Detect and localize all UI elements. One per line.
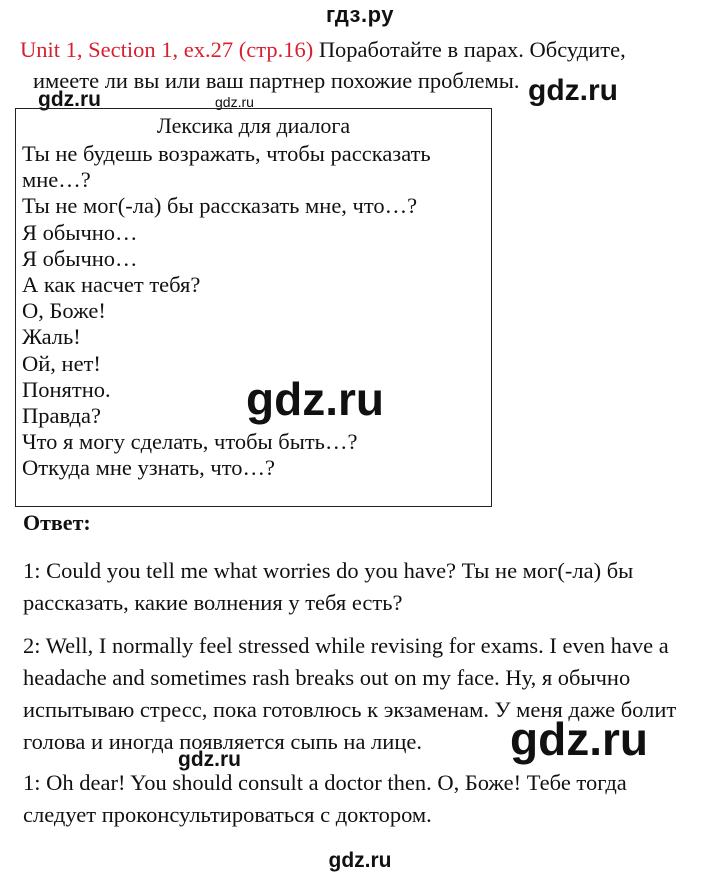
task-instruction-line1: Поработайте в парах. Обсудите,: [318, 37, 626, 62]
vocabulary-item: Правда?: [22, 403, 101, 429]
vocabulary-item: Ой, нет!: [22, 350, 101, 376]
watermark-footer: gdz.ru: [328, 849, 392, 872]
vocabulary-item: Откуда мне узнать, что…?: [22, 455, 275, 481]
site-header: гдз.ру: [326, 2, 394, 27]
answer-line: следует проконсультироваться с доктором.: [23, 802, 432, 827]
vocabulary-box: [15, 108, 492, 507]
vocabulary-item: Что я могу сделать, чтобы быть…?: [22, 429, 358, 455]
answer-line: голова и иногда появляется сыпь на лице.: [23, 729, 422, 754]
watermark-left-small: gdz.ru: [38, 88, 101, 111]
answer-line: 2: Well, I normally feel stressed while revising for exams. I even have a: [23, 633, 669, 658]
answer-line: headache and sometimes rash breaks out on my face. Ну, я обычно: [23, 665, 631, 690]
vocabulary-item: О, Боже!: [22, 298, 106, 324]
vocabulary-item: Ты не мог(-ла) бы рассказать мне, что…?: [22, 193, 418, 219]
watermark-center-big: gdz.ru: [246, 373, 384, 425]
vocabulary-item: Ты не будешь возражать, чтобы рассказать: [22, 141, 431, 166]
vocabulary-list: [22, 141, 431, 482]
vocabulary-item: А как насчет тебя?: [22, 272, 201, 298]
task-reference: Unit 1, Section 1, ex.27 (стр.16): [20, 37, 314, 62]
vocabulary-item: Я обычно…: [22, 219, 138, 245]
answer-paragraph-1: [23, 555, 703, 619]
answer-line: рассказать, какие волнения у тебя есть?: [23, 590, 403, 615]
task-instruction-line2: имеете ли вы или ваш партнер похожие проблемы.: [33, 68, 520, 93]
watermark-right-bottom: gdz.ru: [510, 713, 648, 765]
vocabulary-item: Я обычно…: [22, 245, 138, 271]
answer-line: 1: Could you tell me what worries do you have? Ты не мог(-ла) бы: [23, 558, 634, 583]
vocabulary-item: Понятно.: [22, 376, 111, 402]
vocabulary-item: Жаль!: [22, 324, 81, 350]
vocabulary-title: Лексика для диалога: [156, 113, 351, 138]
answer-label: Ответ:: [23, 510, 91, 535]
watermark-mid-small: gdz.ru: [178, 748, 241, 771]
watermark-right-top: gdz.ru: [528, 74, 618, 107]
answer-line: испытываю стресс, пока готовлюсь к экзаменам. У меня даже болит: [23, 697, 677, 722]
watermark-tiny: gdz.ru: [215, 94, 254, 110]
vocabulary-item: мне…?: [22, 167, 91, 193]
answer-paragraph-3: [23, 767, 703, 831]
answer-line: 1: Oh dear! You should consult a doctor then. О, Боже! Тебе тогда: [23, 770, 627, 795]
